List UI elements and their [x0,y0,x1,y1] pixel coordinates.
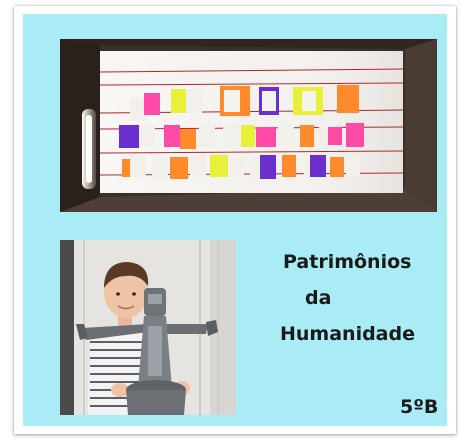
title-line-3: Humanidade [280,323,415,345]
poster-panel [23,14,447,426]
title-line-2: da [305,287,332,309]
title-line-1: Patrimônios [283,251,412,273]
student-with-statue-photo [60,240,236,415]
display-box-photo [60,39,437,212]
poster-title [273,238,443,358]
poster-frame [14,6,456,434]
class-label: 5ºB [400,396,439,418]
